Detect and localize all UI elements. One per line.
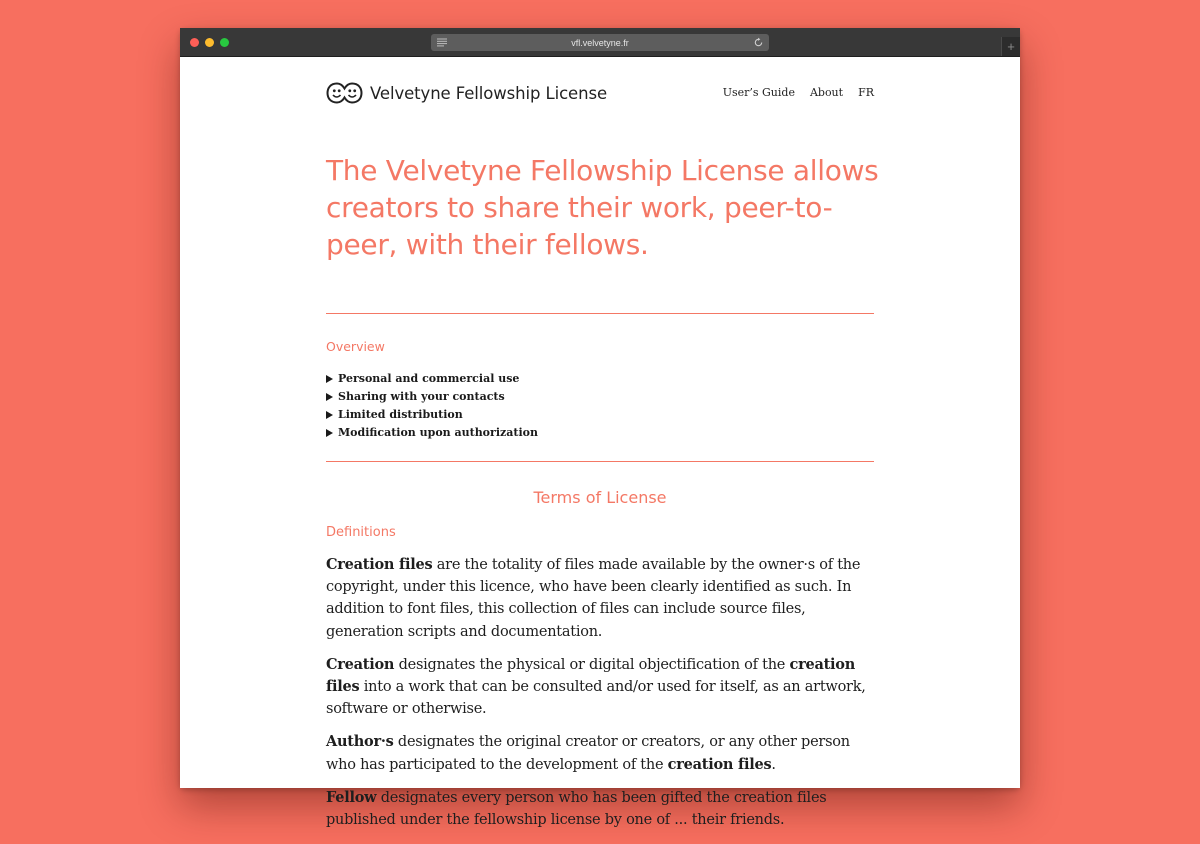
definitions-heading: Definitions: [326, 525, 396, 540]
overview-list: [326, 370, 538, 442]
definition-authors: [326, 731, 874, 775]
site-logo[interactable]: [326, 82, 607, 104]
divider: [326, 313, 874, 314]
address-bar[interactable]: [431, 34, 769, 51]
divider: [326, 461, 874, 462]
definition-creation: [326, 654, 874, 721]
close-window-button[interactable]: [190, 38, 199, 47]
definition-emphasis: creation files: [667, 755, 772, 773]
overview-item-sharing[interactable]: [326, 388, 538, 406]
overview-item-limited-distribution[interactable]: [326, 406, 538, 424]
definition-text: into a work that can be consulted and/or used for itself, as an artwork, software or otherwise.: [326, 679, 866, 718]
terms-heading: Terms of License: [533, 488, 667, 507]
definition-term: Creation: [326, 655, 395, 673]
new-tab-button[interactable]: +: [1001, 37, 1020, 56]
hero-heading: The Velvetyne Fellowship License allows creators to share their work, peer-to-peer, with their fellows.: [326, 154, 879, 261]
definition-term: Author·s: [326, 733, 394, 751]
overview-item-label: Personal and commercial use: [338, 372, 520, 385]
zoom-window-button[interactable]: [220, 38, 229, 47]
overview-item-label: Modification upon authorization: [338, 426, 538, 439]
site-title: Velvetyne Fellowship License: [370, 83, 608, 103]
window-controls: [190, 38, 229, 47]
page-column: [326, 57, 879, 829]
disclosure-triangle-icon[interactable]: [326, 429, 333, 437]
nav-link-language-fr[interactable]: FR: [858, 86, 874, 99]
site-header: [326, 57, 874, 133]
overview-item-personal-commercial-use[interactable]: [326, 370, 538, 388]
disclosure-triangle-icon[interactable]: [326, 393, 333, 401]
definition-emphasis: creation files: [326, 655, 856, 696]
definition-term: Creation files: [326, 556, 433, 573]
disclosure-triangle-icon[interactable]: [326, 411, 333, 419]
smiley-faces-logo-icon: [326, 82, 363, 104]
reader-view-icon[interactable]: [437, 38, 447, 47]
overview-item-label: Sharing with your contacts: [338, 390, 505, 403]
definition-text: are the totality of files made available by the owner·s of the copyright, under this licence, who have been clearly identified as such. In addition to font files, this collection of files can include source files, generation scripts and documentation.: [326, 557, 861, 640]
browser-window: [180, 28, 1020, 829]
definition-term: Fellow: [326, 788, 377, 806]
overview-item-modification[interactable]: [326, 424, 538, 442]
overview-item-label: Limited distribution: [338, 408, 463, 421]
overview-heading: Overview: [326, 339, 385, 354]
page-content: [180, 57, 1020, 829]
nav-link-about[interactable]: About: [809, 86, 844, 99]
browser-titlebar: [180, 28, 1020, 57]
definitions-list: [326, 554, 874, 842]
definition-text: designates every person who has been gifted the creation files published under the fellowship license by one of ... their friends.: [326, 789, 827, 829]
url-text[interactable]: vfl.velvetyne.fr: [571, 37, 629, 48]
definition-text: designates the physical or digital objectification of the: [394, 656, 790, 673]
definition-creation-files: [326, 554, 874, 643]
reload-icon[interactable]: [753, 37, 764, 48]
disclosure-triangle-icon[interactable]: [326, 375, 333, 383]
nav-link-users-guide[interactable]: User’s Guide: [722, 86, 795, 99]
main-nav: [723, 86, 874, 99]
minimize-window-button[interactable]: [205, 38, 214, 47]
definition-text: designates the original creator or creators, or any other person who has participated to the development of the: [326, 734, 850, 773]
definition-text: .: [771, 756, 776, 773]
definition-fellow: [326, 787, 874, 831]
